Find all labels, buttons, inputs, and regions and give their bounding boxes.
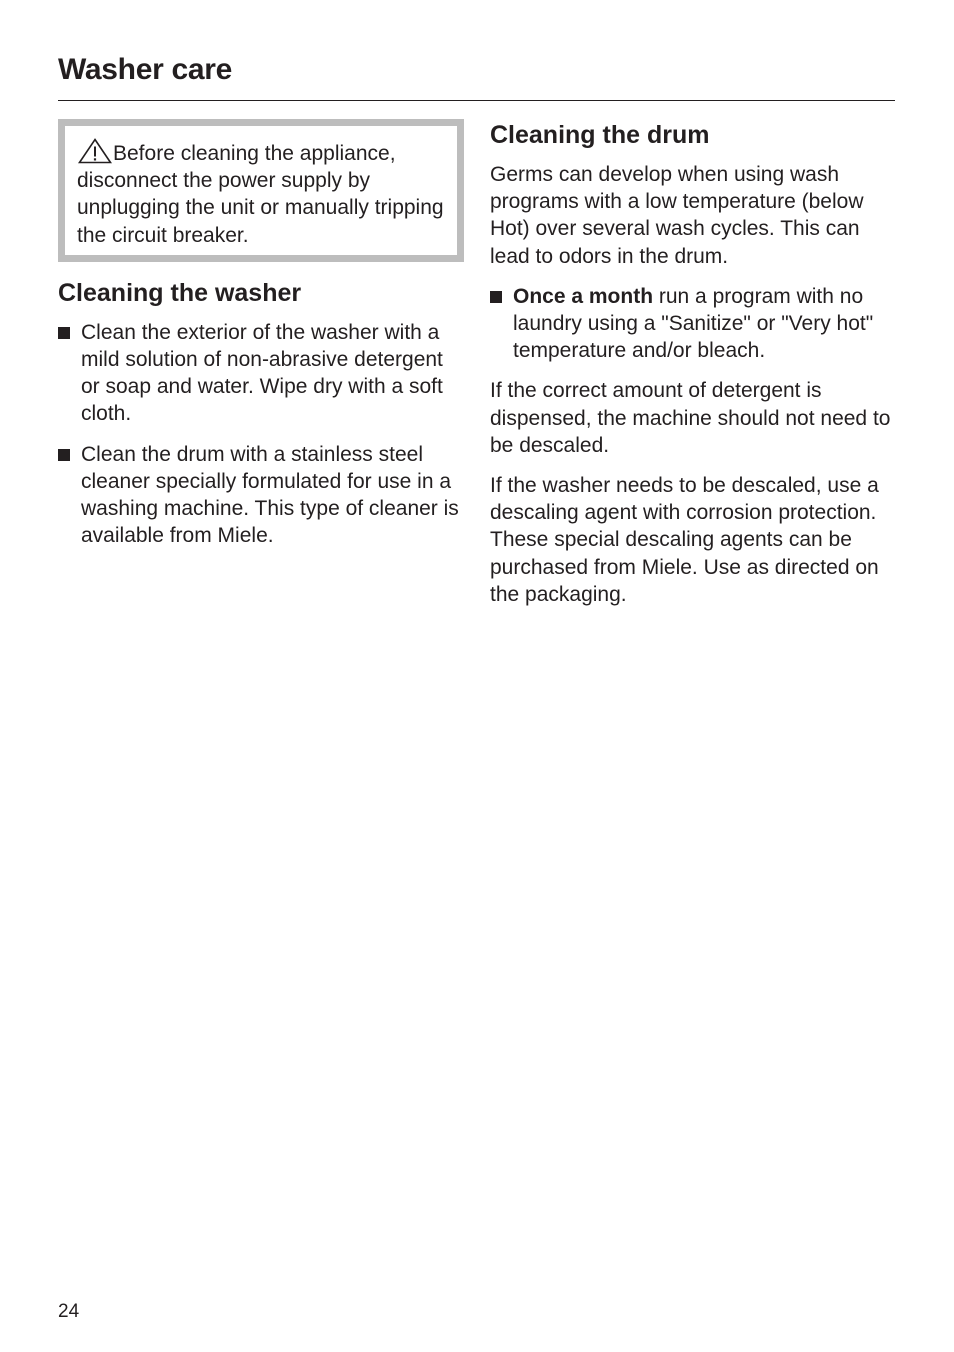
bullet-text: Clean the exterior of the washer with a mild solution of non-abrasive detergent or soap and water. Wipe dry with a soft cloth.	[81, 320, 443, 426]
right-column	[490, 119, 900, 608]
bullet-text: Clean the drum with a stainless steel cleaner specially formulated for use in a washing machine. This type of cleaner is available from Miele.	[81, 442, 459, 548]
cleaning-drum-heading: Cleaning the drum	[490, 121, 710, 149]
cleaning-washer-heading: Cleaning the washer	[58, 278, 302, 307]
title-divider	[58, 100, 895, 101]
square-bullet-icon	[490, 291, 502, 303]
page-number: 24	[58, 1301, 80, 1322]
list-item	[58, 319, 464, 428]
list-item	[58, 441, 464, 550]
list-item	[490, 283, 900, 365]
bullet-text: run a program with no laundry using a "Sanitize" or "Very hot" temperature and/or bleach.	[513, 284, 874, 363]
warning-box	[58, 119, 464, 262]
bullet-bold-lead: Once a month	[513, 284, 654, 308]
page-title: Washer care	[58, 53, 233, 86]
warning-text: Before cleaning the appliance, disconnect the power supply by unplugging the unit or manually tripping the circuit breaker.	[77, 142, 444, 247]
warning-triangle-icon	[77, 138, 113, 164]
square-bullet-icon	[58, 327, 70, 339]
left-column	[58, 119, 464, 549]
drum-intro-paragraph: Germs can develop when using wash programs with a low temperature (below Hot) over several wash cycles. This can lead to odors in the drum.	[490, 163, 864, 268]
descaling-paragraph-2: If the washer needs to be descaled, use a descaling agent with corrosion protection. These special descaling agents can be purchased from Miele. Use as directed on the packaging.	[490, 474, 879, 606]
descaling-paragraph-1: If the correct amount of detergent is dispensed, the machine should not need to be descaled.	[490, 379, 891, 457]
square-bullet-icon	[58, 449, 70, 461]
